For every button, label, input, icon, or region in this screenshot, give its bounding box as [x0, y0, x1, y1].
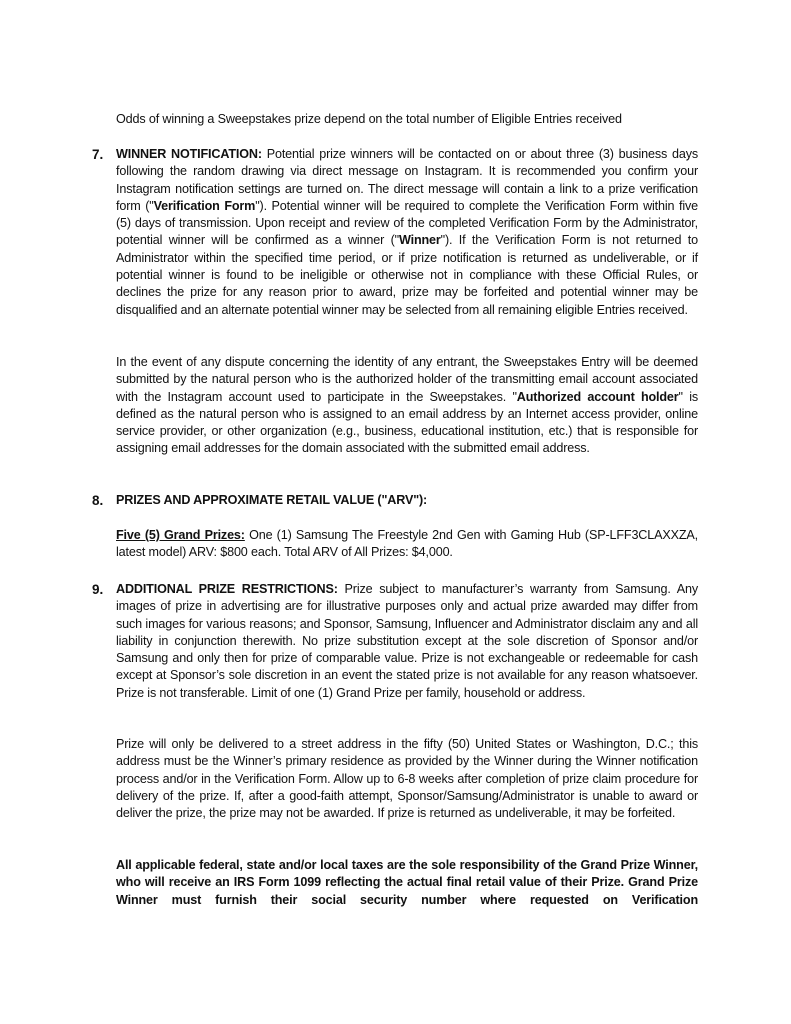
term-verification-form: Verification Form [153, 198, 256, 213]
section-8-prizes-paragraph: Five (5) Grand Prizes: One (1) Samsung The Freestyle 2nd Gen with Gaming Hub (SP-LFF3CLAXXZA, latest model) ARV: $800 each. Total ARV of All Prizes: $4,000. [116, 528, 698, 560]
section-7-heading: WINNER NOTIFICATION: [116, 147, 262, 161]
section-9-restrictions-paragraph: ADDITIONAL PRIZE RESTRICTIONS: Prize subject to manufacturer’s warranty from Samsung. Any images of prize in advertising are for illustrative purposes only and actual prize awarded may differ from such images for various reasons; and Sponsor, Samsung, Influencer and Administrator disclaim any and all liability in conjunction therewith. No prize substitution except at the sole discretion of Sponsor and/or Samsung and only then for prize of comparable value. Prize is not exchangeable or redeemable for cash except at Sponsor’s sole discretion in an event the stated prize is not available for any reason whatsoever. Prize is not transferable. Limit of one (1) Grand Prize per family, household or address. [116, 582, 698, 700]
section-9-heading: ADDITIONAL PRIZE RESTRICTIONS: [116, 582, 338, 596]
section-8-heading-line [116, 492, 698, 509]
section-7-winner-notification: WINNER NOTIFICATION: Potential prize winners will be contacted on or about three (3) business days following the random drawing via direct message on Instagram. It is recommended you confirm your Instagram notification settings are turned on. The direct message will contain a link to a prize verification form ("Verification Form"). Potential winner will be required to complete the Verification Form within five (5) days of transmission. Upon receipt and review of the completed Verification Form by the Administrator, potential winner will be confirmed as a winner ("Winner"). If the Verification Form is not returned to Administrator within the specified time period, or if prize notification is returned as undeliverable, or if potential winner is found to be ineligible or otherwise not in compliance with these Official Rules, or declines the prize for any reason prior to award, prize may be forfeited and potential winner may be disqualified and an alternate potential winner may be selected from all remaining eligible Entries received. [116, 147, 698, 317]
section-9-number: 9. [92, 582, 104, 597]
section-7-dispute-paragraph: In the event of any dispute concerning the identity of any entrant, the Sweepstakes Entry will be deemed submitted by the natural person who is the authorized holder of the transmitting email account associated with the Instagram account used to participate in the Sweepstakes. "Authorized account holder" is defined as the natural person who is assigned to an email address by an Internet access provider, online service provider, or other organization (e.g., business, educational institution, etc.) that is responsible for assigning email addresses for the domain associated with the submitted email address. [116, 355, 698, 456]
section-7-number: 7. [92, 147, 104, 162]
term-authorized-account-holder: Authorized account holder [516, 389, 679, 404]
odds-paragraph: Odds of winning a Sweepstakes prize depend on the total number of Eligible Entries received [116, 112, 622, 126]
section-9-delivery-paragraph: Prize will only be delivered to a street address in the fifty (50) United States or Washington, D.C.; this address must be the Winner’s primary residence as provided by the Winner during the Winner notification process and/or in the Verification Form. Allow up to 6-8 weeks after completion of prize claim procedure for delivery of the prize. If, after a good-faith attempt, Sponsor/Samsung/Administrator is unable to award or deliver the prize, the prize may not be awarded. If prize is returned as undeliverable, it may be forfeited. [116, 737, 698, 821]
section-9-taxes-paragraph: All applicable federal, state and/or local taxes are the sole responsibility of the Grand Prize Winner, who will receive an IRS Form 1099 reflecting the actual final retail value of their Prize. Grand Prize Winner must furnish their social security number where requested on Verification [116, 858, 698, 907]
term-winner: Winner [398, 233, 441, 248]
section-8-number: 8. [92, 493, 104, 508]
grand-prizes-label: Five (5) Grand Prizes: [116, 528, 245, 542]
section-8-heading: PRIZES AND APPROXIMATE RETAIL VALUE ("ARV"): [116, 493, 428, 507]
